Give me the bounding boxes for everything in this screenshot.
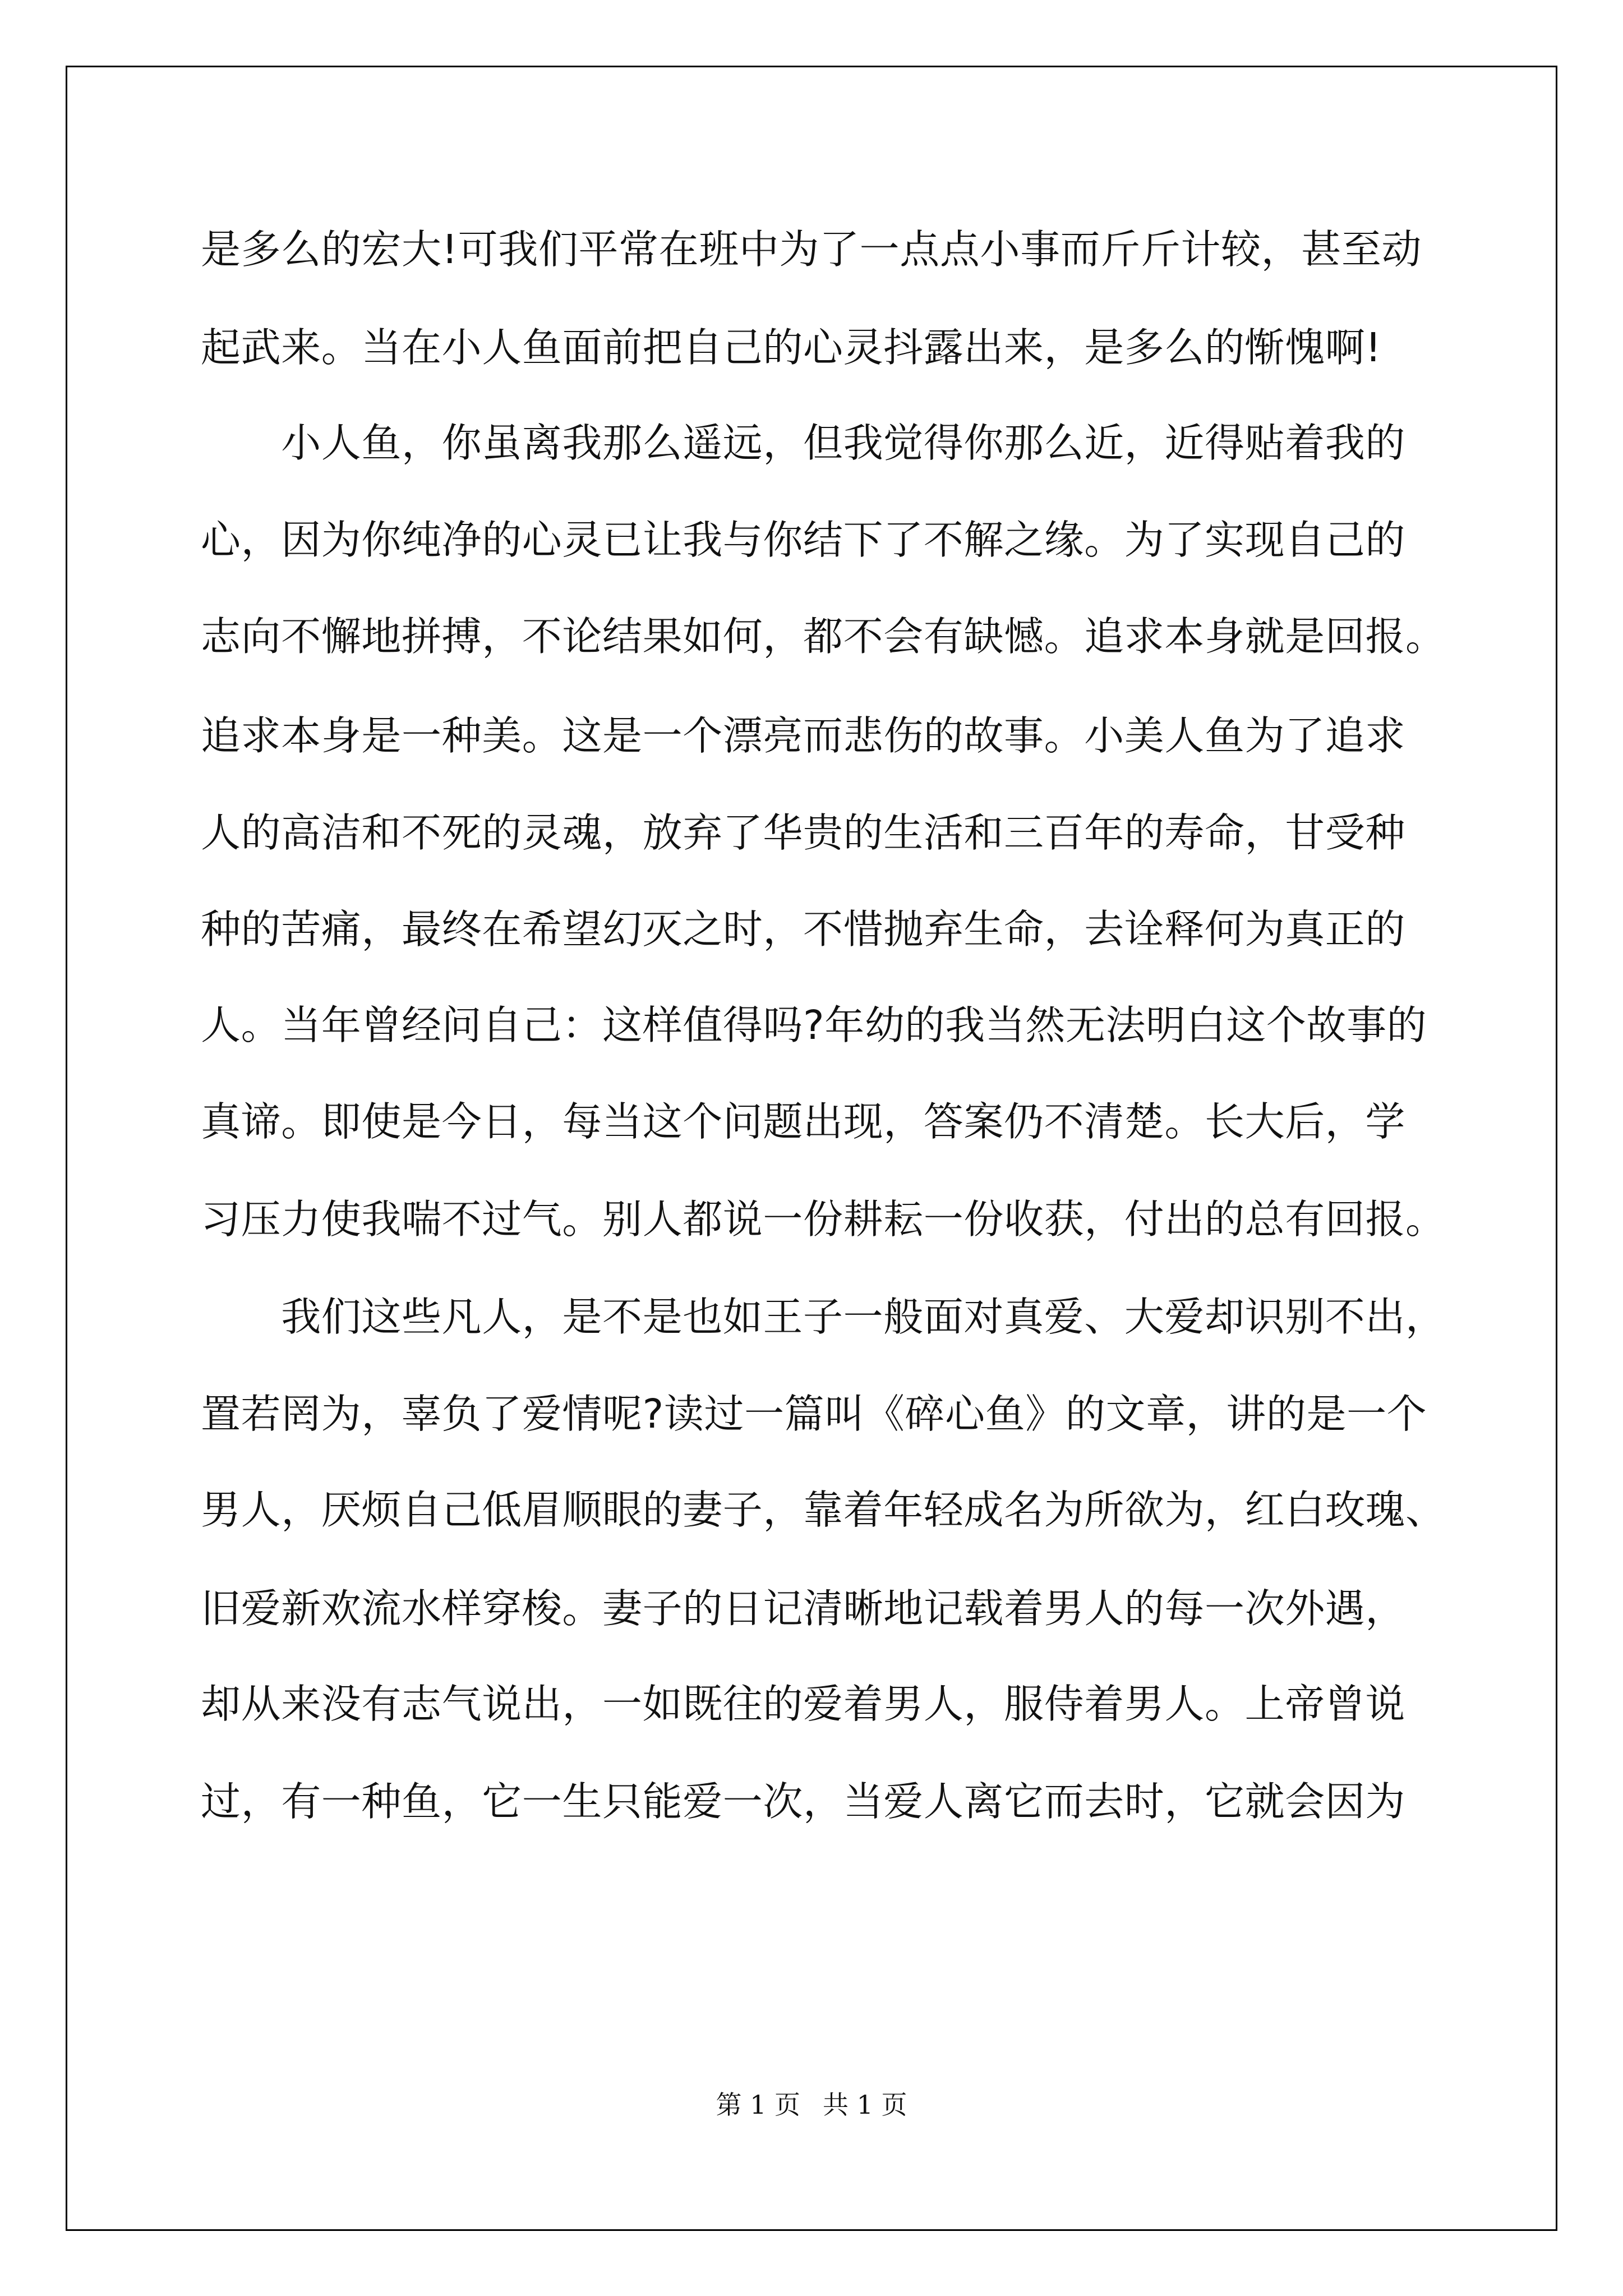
body-line-1: 是多么的宏大!可我们平常在班中为了一点点小事而斤斤计较，甚至动 [201, 226, 1422, 273]
page-total: 共 1 页 [823, 2090, 907, 2120]
body-line-5: 志向不懈地拼搏，不论结果如何，都不会有缺憾。追求本身就是回报。 [201, 613, 1446, 660]
body-line-13: 置若罔为，辜负了爱情呢?读过一篇叫《碎心鱼》的文章，讲的是一个 [201, 1391, 1427, 1437]
body-line-15: 旧爱新欢流水样穿梭。妻子的日记清晰地记载着男人的每一次外遇， [201, 1585, 1406, 1632]
body-line-9: 人。当年曾经问自己：这样值得吗?年幼的我当然无法明白这个故事的 [201, 1002, 1427, 1048]
body-line-3: 小人鱼，你虽离我那么遥远，但我觉得你那么近，近得贴着我的 [201, 420, 1406, 466]
page-number: 第 1 页 [716, 2090, 800, 2120]
body-line-17: 过，有一种鱼，它一生只能爱一次，当爱人离它而去时，它就会因为 [201, 1778, 1406, 1825]
body-line-16: 却从来没有志气说出，一如既往的爱着男人，服侍着男人。上帝曾说 [201, 1681, 1406, 1727]
body-line-2: 起武来。当在小人鱼面前把自己的心灵抖露出来，是多么的惭愧啊! [201, 324, 1382, 371]
page-footer [0, 2088, 1623, 2122]
body-line-6: 追求本身是一种美。这是一个漂亮而悲伤的故事。小美人鱼为了追求 [201, 712, 1406, 759]
body-line-11: 习压力使我喘不过气。别人都说一份耕耘一份收获，付出的总有回报。 [201, 1196, 1446, 1243]
body-line-12: 我们这些凡人，是不是也如王子一般面对真爱、大爱却识别不出， [201, 1294, 1446, 1340]
body-line-8: 种的苦痛，最终在希望幻灭之时，不惜抛弃生命，去诠释何为真正的 [201, 906, 1406, 953]
body-line-10: 真谛。即使是今日，每当这个问题出现，答案仍不清楚。长大后，学 [201, 1098, 1406, 1145]
body-line-14: 男人，厌烦自己低眉顺眼的妻子，靠着年轻成名为所欲为，红白玫瑰、 [201, 1487, 1446, 1533]
body-line-4: 心，因为你纯净的心灵已让我与你结下了不解之缘。为了实现自己的 [201, 517, 1406, 563]
body-line-7: 人的高洁和不死的灵魂，放弃了华贵的生活和三百年的寿命，甘受种 [201, 809, 1406, 856]
